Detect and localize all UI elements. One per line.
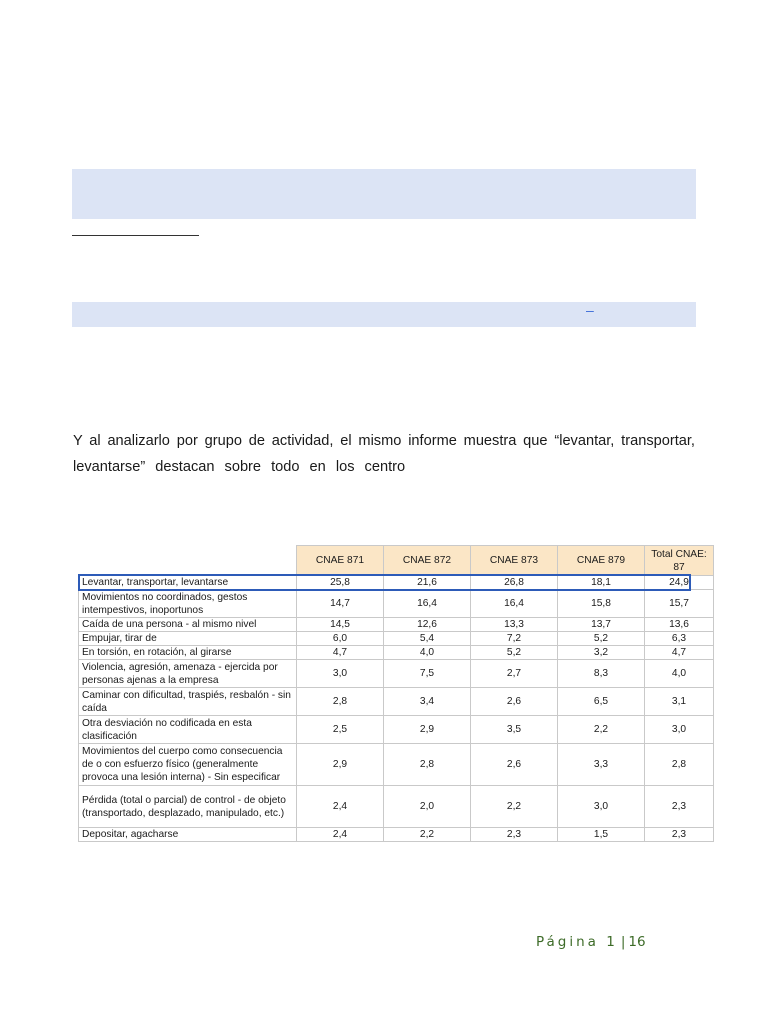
row-value: 2,2 (384, 828, 471, 842)
row-value: 2,2 (471, 786, 558, 828)
table-row (79, 786, 714, 828)
row-value: 18,1 (558, 576, 645, 590)
paragraph-line-2: levantarse” destacan sobre todo en los centro (73, 459, 406, 475)
table-row (79, 744, 714, 786)
row-value: 2,8 (297, 688, 384, 716)
row-label: Otra desviación no codificada en esta clasificación (79, 716, 297, 744)
row-value: 25,8 (297, 576, 384, 590)
row-value: 7,5 (384, 660, 471, 688)
row-value: 2,9 (297, 744, 384, 786)
redacted-band-middle (72, 302, 696, 327)
row-value: 14,7 (297, 590, 384, 618)
row-label: Movimientos no coordinados, gestos intempestivos, inoportunos (79, 590, 297, 618)
row-value: 5,2 (558, 632, 645, 646)
row-value: 24,9 (645, 576, 714, 590)
table-row (79, 716, 714, 744)
page-total: 16 (628, 934, 646, 950)
row-value: 13,6 (645, 618, 714, 632)
row-value: 4,7 (297, 646, 384, 660)
row-value: 4,7 (645, 646, 714, 660)
row-value: 6,0 (297, 632, 384, 646)
row-value: 3,0 (645, 716, 714, 744)
row-value: 2,3 (645, 828, 714, 842)
row-value: 2,5 (297, 716, 384, 744)
row-value: 7,2 (471, 632, 558, 646)
table-header-row (79, 546, 714, 576)
row-value: 6,5 (558, 688, 645, 716)
row-label: Pérdida (total o parcial) de control - de objeto (transportado, desplazado, manipulado, etc.) (79, 786, 297, 828)
row-value: 26,8 (471, 576, 558, 590)
row-value: 2,9 (384, 716, 471, 744)
row-value: 21,6 (384, 576, 471, 590)
table-row (79, 828, 714, 842)
row-value: 2,4 (297, 786, 384, 828)
row-value: 16,4 (384, 590, 471, 618)
row-value: 2,0 (384, 786, 471, 828)
page-separator: | (620, 934, 626, 950)
page-word: Página (536, 934, 599, 950)
table-row (79, 688, 714, 716)
row-label: Caída de una persona - al mismo nivel (79, 618, 297, 632)
table-header-total: Total CNAE: 87 (645, 546, 714, 576)
row-value: 5,2 (471, 646, 558, 660)
row-label: Levantar, transportar, levantarse (79, 576, 297, 590)
row-label: Depositar, agacharse (79, 828, 297, 842)
table-row (79, 660, 714, 688)
row-label: Caminar con dificultad, traspiés, resbalón - sin caída (79, 688, 297, 716)
row-value: 2,3 (471, 828, 558, 842)
row-value: 3,4 (384, 688, 471, 716)
row-value: 2,6 (471, 688, 558, 716)
row-label: Empujar, tirar de (79, 632, 297, 646)
row-value: 3,0 (297, 660, 384, 688)
table-header-blank (79, 546, 297, 576)
footnote-separator (72, 235, 199, 236)
row-value: 13,3 (471, 618, 558, 632)
row-value: 2,6 (471, 744, 558, 786)
row-value: 15,8 (558, 590, 645, 618)
table-header-cnae-873: CNAE 873 (471, 546, 558, 576)
table-header-cnae-871: CNAE 871 (297, 546, 384, 576)
table-header-cnae-872: CNAE 872 (384, 546, 471, 576)
table-row (79, 576, 714, 590)
row-value: 2,8 (384, 744, 471, 786)
row-label: En torsión, en rotación, al girarse (79, 646, 297, 660)
row-value: 15,7 (645, 590, 714, 618)
row-value: 16,4 (471, 590, 558, 618)
row-value: 2,3 (645, 786, 714, 828)
row-label: Movimientos del cuerpo como consecuencia de o con esfuerzo físico (generalmente provoca una lesión interna) - Sin especificar (79, 744, 297, 786)
row-value: 2,7 (471, 660, 558, 688)
paragraph-line-1: Y al analizarlo por grupo de actividad, el mismo informe muestra que “levantar, transportar, (73, 433, 695, 449)
row-value: 3,2 (558, 646, 645, 660)
row-value: 12,6 (384, 618, 471, 632)
row-value: 2,4 (297, 828, 384, 842)
table-row (79, 590, 714, 618)
table-row (79, 618, 714, 632)
table-body (79, 576, 714, 842)
row-value: 2,8 (645, 744, 714, 786)
row-value: 3,1 (645, 688, 714, 716)
row-value: 6,3 (645, 632, 714, 646)
row-value: 8,3 (558, 660, 645, 688)
row-value: 13,7 (558, 618, 645, 632)
page-current: 1 (606, 934, 618, 950)
table-row (79, 632, 714, 646)
row-value: 1,5 (558, 828, 645, 842)
redacted-band-top (72, 169, 696, 219)
row-value: 3,3 (558, 744, 645, 786)
row-value: 5,4 (384, 632, 471, 646)
band-dash-mark: – (586, 302, 594, 318)
page-number-footer (536, 934, 646, 950)
row-value: 4,0 (384, 646, 471, 660)
accident-deviation-table (78, 545, 707, 842)
table-header-cnae-879: CNAE 879 (558, 546, 645, 576)
row-value: 3,5 (471, 716, 558, 744)
body-paragraph (73, 428, 695, 480)
row-value: 3,0 (558, 786, 645, 828)
row-label: Violencia, agresión, amenaza - ejercida por personas ajenas a la empresa (79, 660, 297, 688)
row-value: 4,0 (645, 660, 714, 688)
row-value: 14,5 (297, 618, 384, 632)
row-value: 2,2 (558, 716, 645, 744)
table-row (79, 646, 714, 660)
